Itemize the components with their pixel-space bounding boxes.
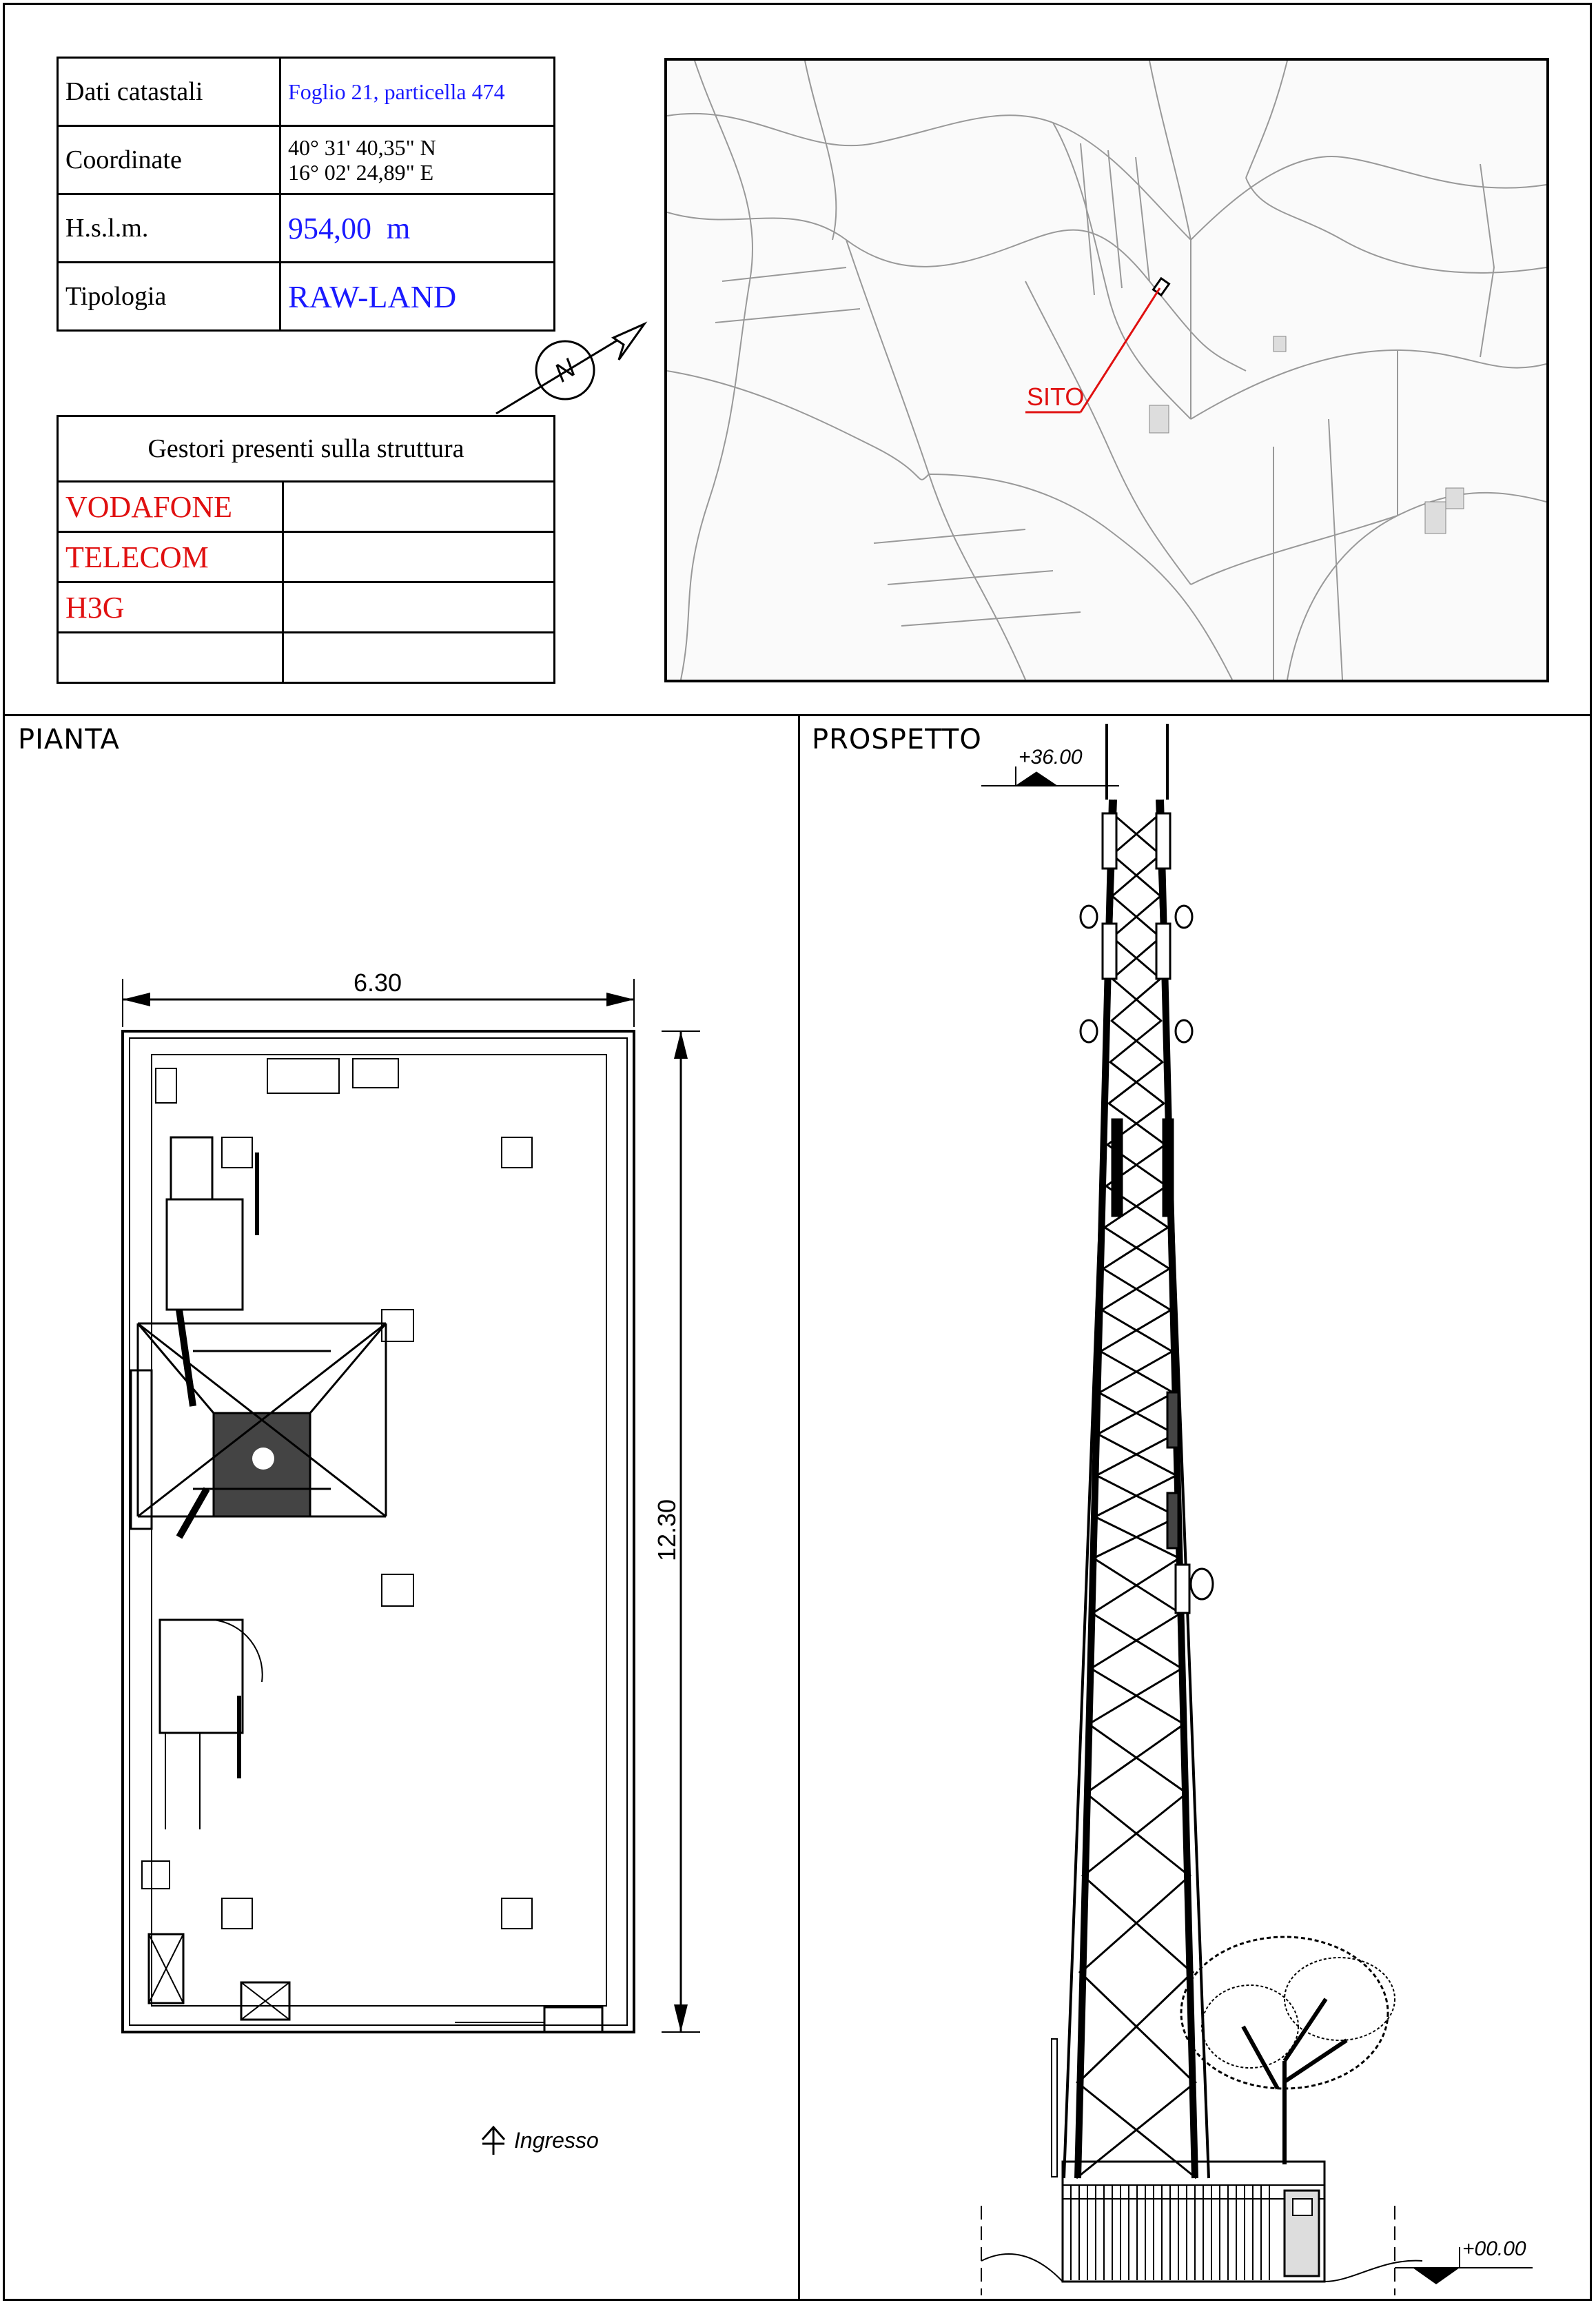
site-plan-drawing: [110, 965, 717, 2164]
table-row: [58, 126, 555, 194]
site-label: SITO: [1027, 383, 1085, 411]
tower-elevation-drawing: [802, 717, 1588, 2299]
elevation-title: PROSPETTO: [812, 724, 982, 755]
compass-label: N: [549, 353, 582, 389]
table-row: [58, 582, 555, 633]
label-dati-catastali: Dati catastali: [58, 58, 280, 126]
value-coordinate: [280, 126, 555, 194]
table-row: [58, 58, 555, 126]
plan-width-dim: 6.30: [353, 968, 402, 997]
top-level-label: +36.00: [1019, 746, 1083, 769]
north-compass: [482, 310, 662, 427]
table-row: [58, 263, 555, 331]
table-row: [58, 532, 555, 582]
divider-vertical: [798, 714, 800, 2301]
site-info-table: [57, 57, 555, 332]
value-dati-catastali: Foglio 21, particella 474: [280, 58, 555, 126]
plan-height-dim: 12.30: [653, 1499, 681, 1562]
north-arrow-icon: [613, 324, 644, 360]
coordinate-lat: 40° 31' 40,35" N: [288, 135, 436, 160]
operators-header: Gestori presenti sulla struttura: [58, 416, 555, 482]
value-tipologia: RAW-LAND: [280, 263, 555, 331]
table-row: [58, 633, 555, 683]
tree-drawing: [1181, 1937, 1395, 2164]
value-altitude: 954,00 m: [280, 194, 555, 263]
cadastral-map: [664, 58, 1549, 682]
coordinate-lon: 16° 02' 24,89" E: [288, 160, 434, 185]
operator-item: [58, 633, 283, 683]
table-row: [58, 194, 555, 263]
operator-item: TELECOM: [58, 532, 283, 582]
operator-item: H3G: [58, 582, 283, 633]
divider-horizontal: [3, 714, 1592, 716]
entrance-icon: [482, 2127, 504, 2155]
entrance-label: Ingresso: [514, 2128, 599, 2153]
label-altitude: H.s.l.m.: [58, 194, 280, 263]
operators-table: [57, 415, 555, 684]
label-tipologia: Tipologia: [58, 263, 280, 331]
base-level-label: +00.00: [1462, 2237, 1526, 2260]
label-coordinate: Coordinate: [58, 126, 280, 194]
table-row: [58, 482, 555, 532]
site-leader-line: [1081, 288, 1160, 412]
map-parcels: [667, 61, 1546, 680]
operator-item: VODAFONE: [58, 482, 283, 532]
plan-title: PIANTA: [18, 724, 120, 755]
